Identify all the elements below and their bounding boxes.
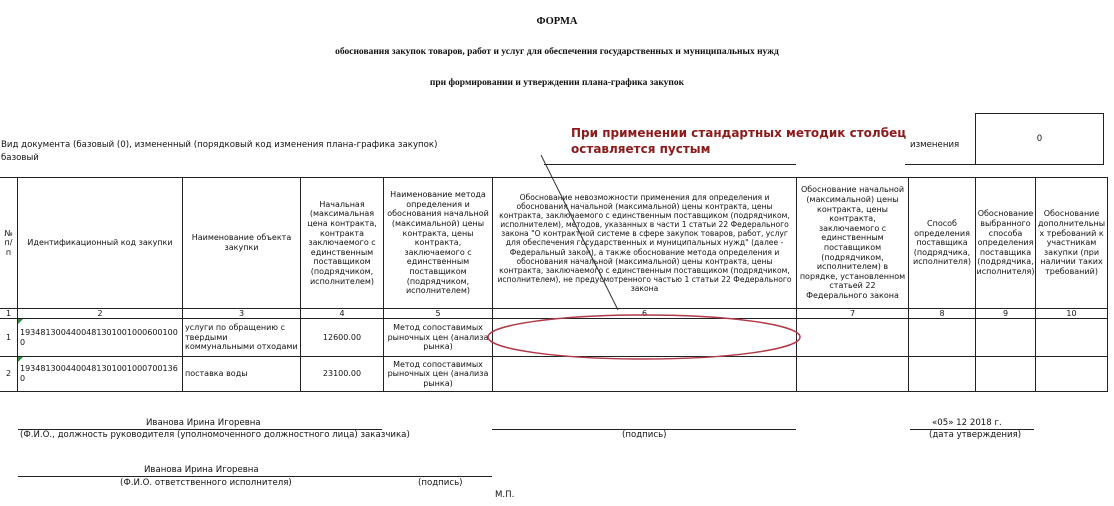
form-title: ФОРМА xyxy=(536,16,578,27)
annotation-pointer xyxy=(541,155,618,310)
annotation-line-1: При применении стандартных методик столбец xyxy=(571,126,907,140)
responsible-underline xyxy=(18,476,492,477)
responsible-name: Иванова Ирина Игоревна xyxy=(144,465,259,475)
procurement-code: 1934813004400481301001000700136 0 xyxy=(20,364,178,383)
form-subtitle: обоснования закупок товаров, работ и услуг для обеспечения государственных и муниципальных нужд xyxy=(335,47,779,57)
head-name: Иванова Ирина Игоревна xyxy=(146,418,261,428)
col-number: 3 xyxy=(238,308,245,318)
head-caption: (Ф.И.О., должность руководителя (уполномоченного должностного лица) заказчика) xyxy=(20,430,410,440)
header-num: № п/п xyxy=(4,228,13,257)
procurement-object: услуги по обращению с твердыми коммунальными отходами xyxy=(185,323,298,352)
header-method-basis: Обоснование выбранного способа определения поставщика (подрядчика, исполнителя) xyxy=(976,209,1035,276)
header-supplier-method: Способ определения поставщика (подрядчика, исполнителя) xyxy=(913,219,971,267)
col-number: 10 xyxy=(1066,308,1077,318)
stamp-label: М.П. xyxy=(495,490,515,500)
doc-type-label: Вид документа (базовый (0), измененный (порядковый код изменения плана-графика закупок) xyxy=(1,140,438,150)
procurement-price: 12600.00 xyxy=(322,332,362,342)
form-subtitle-2: при формировании и утверждении плана-графика закупок xyxy=(429,78,685,88)
procurement-code: 1934813004400481301001000600100 0 xyxy=(20,327,178,347)
header-code: Идентификационный код закупки xyxy=(27,238,173,248)
col-number: 9 xyxy=(1002,308,1009,318)
col-number: 8 xyxy=(939,308,945,318)
header-price: Начальная (максимальная цена контракта, контракта заключаемого с единственным поставщиком (подрядчиком, исполнителем) xyxy=(307,199,377,286)
sign-caption: (подпись) xyxy=(622,430,667,440)
header-price-basis: Обоснование начальной (максимальной) цены контракта, цены контракта, заключаемого с единственным поставщиком (подрядчиком, исполнителем) в порядке, установленном статьей 22 Федерального закона xyxy=(799,185,906,300)
responsible-caption: (Ф.И.О. ответственного исполнителя) xyxy=(120,478,292,488)
procurement-object: поставка воды xyxy=(185,369,248,379)
header-object: Наименование объекта закупки xyxy=(191,233,292,252)
change-label: изменения xyxy=(910,140,960,150)
col-number: 6 xyxy=(641,308,648,318)
header-method: Наименование метода определения и обоснования начальной (максимальной) цены контракта, цены контракта, заключаемого с единственным поставщиком (подрядчиком, исполнителем) xyxy=(387,190,489,296)
row-num: 1 xyxy=(5,332,12,342)
annotation-line-2: оставляется пустым xyxy=(571,142,711,156)
highlight-oval xyxy=(488,315,800,359)
approval-date: «05» 12 2018 г. xyxy=(932,418,1002,428)
header-extra-req: Обоснование дополнительны х требований к участникам закупки (при наличии таких требований) xyxy=(1037,209,1106,276)
procurement-method: Метод сопоставимых рыночных цен (анализа рынка) xyxy=(387,359,489,388)
col-number: 7 xyxy=(849,308,856,318)
header-justification: Обоснование невозможности применения для определения и обоснования начальной (максимальной) цены контракта, цены контракта, заключаемого с единственным поставщиком (подрядчиком, исполнителем), методов, указанных в части 1 статьи 22 Федерального закона "О контрактной системе в сфере закупок товаров, работ, услуг для обеспечения государственных и муниципальных нужд" (далее - Федеральный закон), а также обоснование метода определения и обоснования начальной (максимальной) цены контракта, цены контракта, заключаемого с единственным поставщиком (подрядчиком, исполнителем), не предусмотренного частью 1 статьи 22 Федерального закона xyxy=(497,192,792,293)
change-value: 0 xyxy=(1036,134,1043,144)
procurement-price: 23100.00 xyxy=(322,369,362,379)
row-num: 2 xyxy=(5,369,12,379)
col-number: 2 xyxy=(97,308,103,318)
col-number: 5 xyxy=(435,308,441,318)
date-caption: (дата утверждения) xyxy=(929,430,1022,440)
doc-type-value: базовый xyxy=(1,153,39,163)
responsible-sign-caption: (подпись) xyxy=(418,478,463,488)
procurement-method: Метод сопоставимых рыночных цен (анализа рынка) xyxy=(387,323,489,352)
col-number: 4 xyxy=(339,308,345,318)
col-number: 1 xyxy=(5,308,12,318)
